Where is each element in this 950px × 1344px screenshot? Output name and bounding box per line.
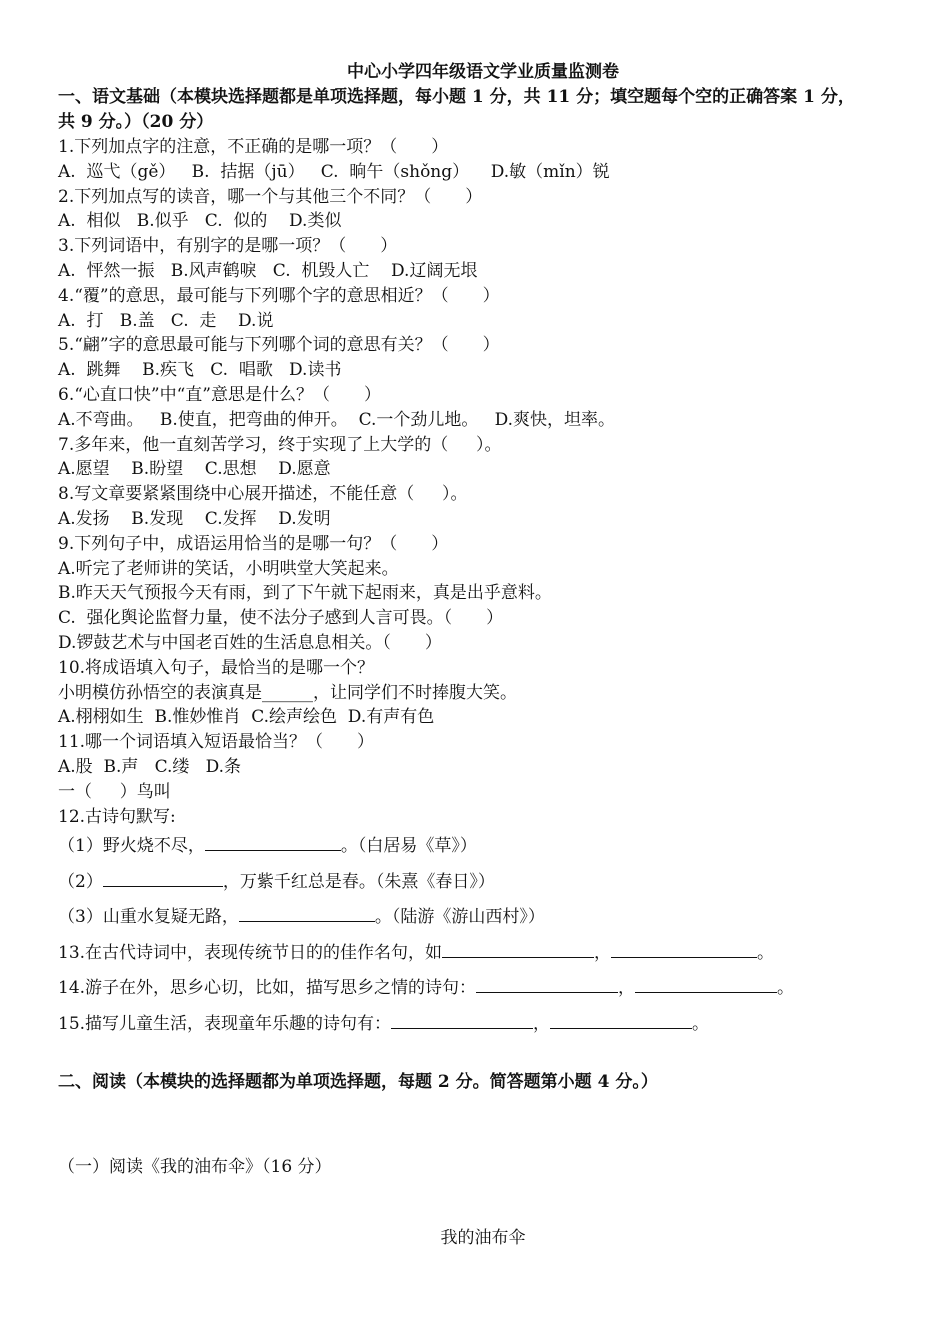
question-line: A. 跳舞 B.疾飞 C. 唱歌 D.读书 <box>58 360 342 381</box>
question-list <box>58 135 908 829</box>
question-line: A.栩栩如生 B.惟妙惟肖 C.绘声绘色 D.有声有色 <box>58 707 435 728</box>
fill-in-prompt: 13.在古代诗词中，表现传统节日的的佳作名句，如 <box>58 942 443 963</box>
question-line: A. 怦然一振 B.风声鹤唳 C. 机毁人亡 D.辽阔无垠 <box>58 260 478 281</box>
question-line: 10.将成语填入句子，最恰当的是哪一个？ <box>58 657 375 678</box>
fill-in-prompt: 14.游子在外，思乡心切，比如，描写思乡之情的诗句： <box>58 978 477 999</box>
fill-in-suffix: 。（陆游《游山西村》） <box>374 907 545 928</box>
answer-blank[interactable] <box>476 977 618 993</box>
fill-in-prompt: （3）山重水复疑无路， <box>58 907 239 928</box>
question-line: D.锣鼓艺术与中国老百姓的生活息息相关。（ ） <box>58 632 442 653</box>
question-line: 12.古诗句默写: <box>58 806 176 827</box>
question-line: 3.下列词语中，有别字的是哪一项？（ ） <box>58 236 398 257</box>
answer-blank[interactable] <box>103 871 223 887</box>
question-line: 一（ ）鸟叫 <box>58 781 171 802</box>
exam-title: 中心小学四年级语文学业质量监测卷 <box>347 62 619 82</box>
fill-in-suffix: 。（白居易《草》） <box>340 836 477 857</box>
question-line: 1.下列加点字的注意，不正确的是哪一项？（ ） <box>58 137 449 157</box>
fill-in-suffix: 。 <box>777 978 795 999</box>
question-line: A. 巡弋（gě） B. 拮据（jū） C. 晌午（shǒng） D.敏（mǐn）锐 <box>58 161 610 182</box>
fill-in-suffix: 。 <box>692 1013 710 1034</box>
question-line: 7.多年来，他一直刻苦学习，终于实现了上大学的（ ）。 <box>58 434 502 455</box>
answer-blank[interactable] <box>391 1013 533 1029</box>
fill-in-separator: ， <box>594 942 612 963</box>
fill-in-list <box>58 829 908 1042</box>
fill-in-separator: ， <box>533 1013 551 1034</box>
question-line: 9.下列句子中，成语运用恰当的是哪一句？（ ） <box>58 533 449 554</box>
question-line: 4.“覆”的意思，最可能与下列哪个字的意思相近？（ ） <box>58 285 500 306</box>
question-line: B.昨天天气预报今天有雨，到了下午就下起雨来，真是出乎意料。 <box>58 583 552 604</box>
section1-heading-line1: 一、语文基础（本模块选择题都是单项选择题，每小题 1 分，共 11 分；填空题每个空的正确答案 1 分， <box>58 87 855 107</box>
answer-blank[interactable] <box>611 942 757 958</box>
reading-passage-title: 我的油布伞 <box>440 1228 526 1249</box>
question-line: 11.哪一个词语填入短语最恰当？（ ） <box>58 732 375 753</box>
fill-in-line <box>58 971 908 1007</box>
fill-in-line <box>58 865 908 901</box>
fill-in-line <box>58 1007 908 1043</box>
answer-blank[interactable] <box>635 977 777 993</box>
question-line: A. 相似 B.似乎 C. 似的 D.类似 <box>58 211 342 232</box>
question-line: A.股 B.声 C.缕 D.条 <box>58 756 242 777</box>
fill-in-line <box>58 900 908 936</box>
answer-blank[interactable] <box>442 942 594 958</box>
question-line: C. 强化舆论监督力量，使不法分子感到人言可畏。（ ） <box>58 608 504 629</box>
question-line: 5.“翩”字的意思最可能与下列哪个词的意思有关？（ ） <box>58 335 500 356</box>
question-line: 2.下列加点写的读音，哪一个与其他三个不同？（ ） <box>58 186 483 207</box>
question-line: A. 打 B.盖 C. 走 D.说 <box>58 310 274 331</box>
question-line: A.愿望 B.盼望 C.思想 D.愿意 <box>58 459 331 480</box>
answer-blank[interactable] <box>239 906 375 922</box>
reading-subsection-title: （一）阅读《我的油布伞》（16 分） <box>58 1157 332 1178</box>
fill-in-prompt: （2） <box>58 871 103 892</box>
fill-in-suffix: ，万紫千红总是春。（朱熹《春日》） <box>222 871 495 892</box>
fill-in-suffix: 。 <box>757 942 775 963</box>
fill-in-line <box>58 829 908 865</box>
section2-heading: 二、阅读（本模块的选择题都为单项选择题，每题 2 分。简答题第小题 4 分。） <box>58 1072 658 1093</box>
fill-in-separator: ， <box>618 978 636 999</box>
answer-blank[interactable] <box>550 1013 692 1029</box>
question-line: 小明模仿孙悟空的表演真是______，让同学们不时捧腹大笑。 <box>58 682 517 703</box>
question-line: 8.写文章要紧紧围绕中心展开描述，不能任意（ ）。 <box>58 484 468 505</box>
fill-in-line <box>58 936 908 972</box>
fill-in-prompt: 15.描写儿童生活，表现童年乐趣的诗句有： <box>58 1013 392 1034</box>
answer-blank[interactable] <box>205 835 341 851</box>
exam-page <box>58 60 908 1251</box>
question-line: A.不弯曲。 B.使直，把弯曲的伸开。 C.一个劲儿地。 D.爽快，坦率。 <box>58 409 616 430</box>
fill-in-prompt: （1）野火烧不尽， <box>58 836 205 857</box>
question-line: A.听完了老师讲的笑话，小明哄堂大笑起来。 <box>58 558 399 579</box>
question-line: 6.“心直口快”中“直”意思是什么？（ ） <box>58 384 381 405</box>
section1-heading-line2: 共 9 分。）（20 分） <box>58 112 214 132</box>
question-line: A.发扬 B.发现 C.发挥 D.发明 <box>58 508 331 529</box>
